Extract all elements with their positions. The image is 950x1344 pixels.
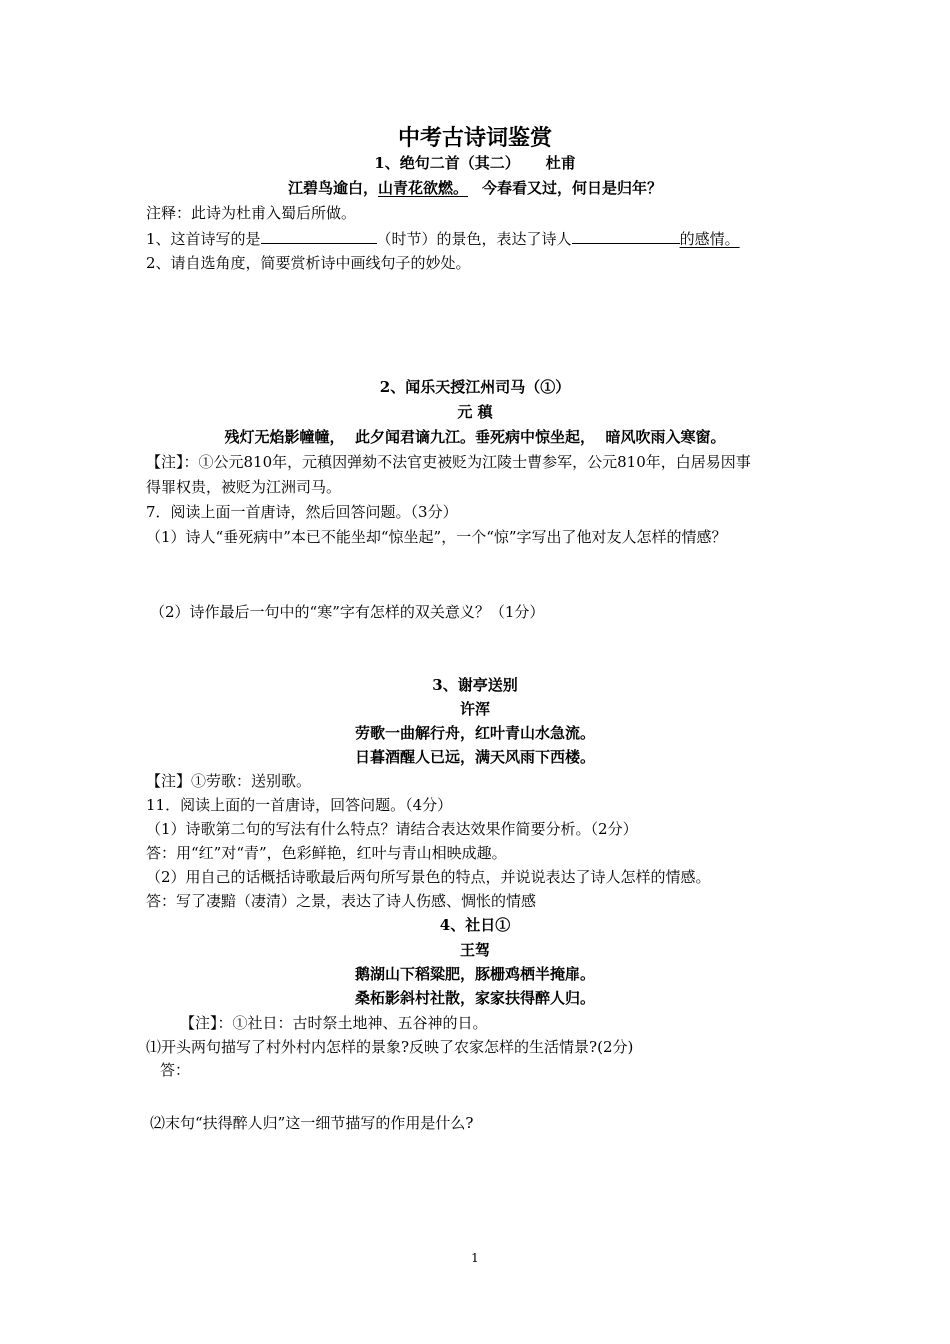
question-11: 11．阅读上面的一首唐诗，回答问题。（4分）	[146, 796, 453, 814]
section-3-note: 【注】①劳歌：送别歌。	[146, 772, 312, 790]
question-1-part-b: （时节）的景色，表达了诗人	[376, 230, 572, 248]
question-7-2: （2）诗作最后一句中的“寒”字有怎样的双关意义？（1分）	[150, 603, 545, 621]
poem-line-2-underlined: 山青花欲燃。	[377, 179, 468, 197]
section-1-title: 1、绝句二首（其二）	[374, 154, 520, 172]
section-2-poem: 残灯无焰影幢幢， 此夕闻君谪九江。垂死病中惊坐起， 暗风吹雨入寒窗。	[224, 428, 726, 446]
question-4-2: ⑵末句“扶得醉人归”这一细节描写的作用是什么?	[150, 1114, 474, 1132]
section-2-title: 2、闻乐天授江州司马（①）	[379, 378, 571, 396]
question-1-part-c: 的感情。	[679, 230, 740, 248]
question-11-1: （1）诗歌第二句的写法有什么特点？请结合表达效果作简要分析。（2分）	[146, 820, 638, 838]
answer-11-1: 答：用“红”对“青”，色彩鲜艳，红叶与青山相映成趣。	[146, 844, 507, 862]
poem-line-1: 江碧鸟逾白，	[287, 179, 378, 197]
question-1	[146, 228, 740, 249]
section-4-note: 【注】：①社日：古时祭土地神、五谷神的日。	[180, 1014, 488, 1032]
section-1-note: 注释：此诗为杜甫入蜀后所做。	[146, 204, 357, 222]
question-1-part-a: 1、这首诗写的是	[146, 230, 261, 248]
answer-4-1: 答：	[160, 1061, 191, 1079]
page-number: 1	[471, 1251, 479, 1265]
section-3-title: 3、谢亭送别	[432, 676, 518, 694]
section-4-author: 王驾	[459, 941, 490, 959]
section-1-heading	[0, 153, 950, 173]
section-1-author: 杜甫	[545, 154, 576, 172]
section-3-poem-line-2: 日暮酒醒人已远，满天风雨下西楼。	[354, 748, 595, 766]
section-4-poem-line-1: 鹅湖山下稻粱肥，豚栅鸡栖半掩扉。	[354, 965, 595, 983]
question-2: 2、请自选角度，简要赏析诗中画线句子的妙处。	[146, 254, 471, 272]
poem-line-3: 今春看又过，何日是归年？	[482, 179, 663, 197]
question-7-1: （1）诗人“垂死病中”本已不能坐却“惊坐起”，一个“惊”字写出了他对友人怎样的情感？	[146, 528, 727, 546]
section-2-author: 元 稹	[457, 403, 493, 421]
question-11-2: （2）用自己的话概括诗歌最后两句所写景色的特点，并说说表达了诗人怎样的情感。	[146, 868, 711, 886]
answer-blank-season[interactable]	[261, 228, 377, 244]
section-3-author: 许浑	[459, 700, 490, 718]
question-4-1: ⑴开头两句描写了村外村内怎样的景象?反映了农家怎样的生活情景?(2分)	[146, 1038, 634, 1056]
answer-blank-emotion[interactable]	[572, 228, 680, 244]
section-4-title: 4、社日①	[439, 916, 511, 934]
section-2-note-line-1: 【注】：①公元810年，元稹因弹劾不法官吏被贬为江陵士曹参军，公元810年，白居易因事	[146, 453, 751, 471]
section-2-note-line-2: 得罪权贵，被贬为江洲司马。	[146, 478, 342, 496]
section-4-poem-line-2: 桑柘影斜村社散，家家扶得醉人归。	[354, 989, 595, 1007]
answer-11-2: 答：写了凄黯（凄清）之景，表达了诗人伤感、惆怅的情感	[146, 892, 537, 910]
page-title: 中考古诗词鉴赏	[397, 125, 552, 151]
section-1-poem	[0, 178, 950, 198]
section-3-poem-line-1: 劳歌一曲解行舟，红叶青山水急流。	[354, 724, 595, 742]
question-7: 7．阅读上面一首唐诗，然后回答问题。（3分）	[146, 503, 458, 521]
